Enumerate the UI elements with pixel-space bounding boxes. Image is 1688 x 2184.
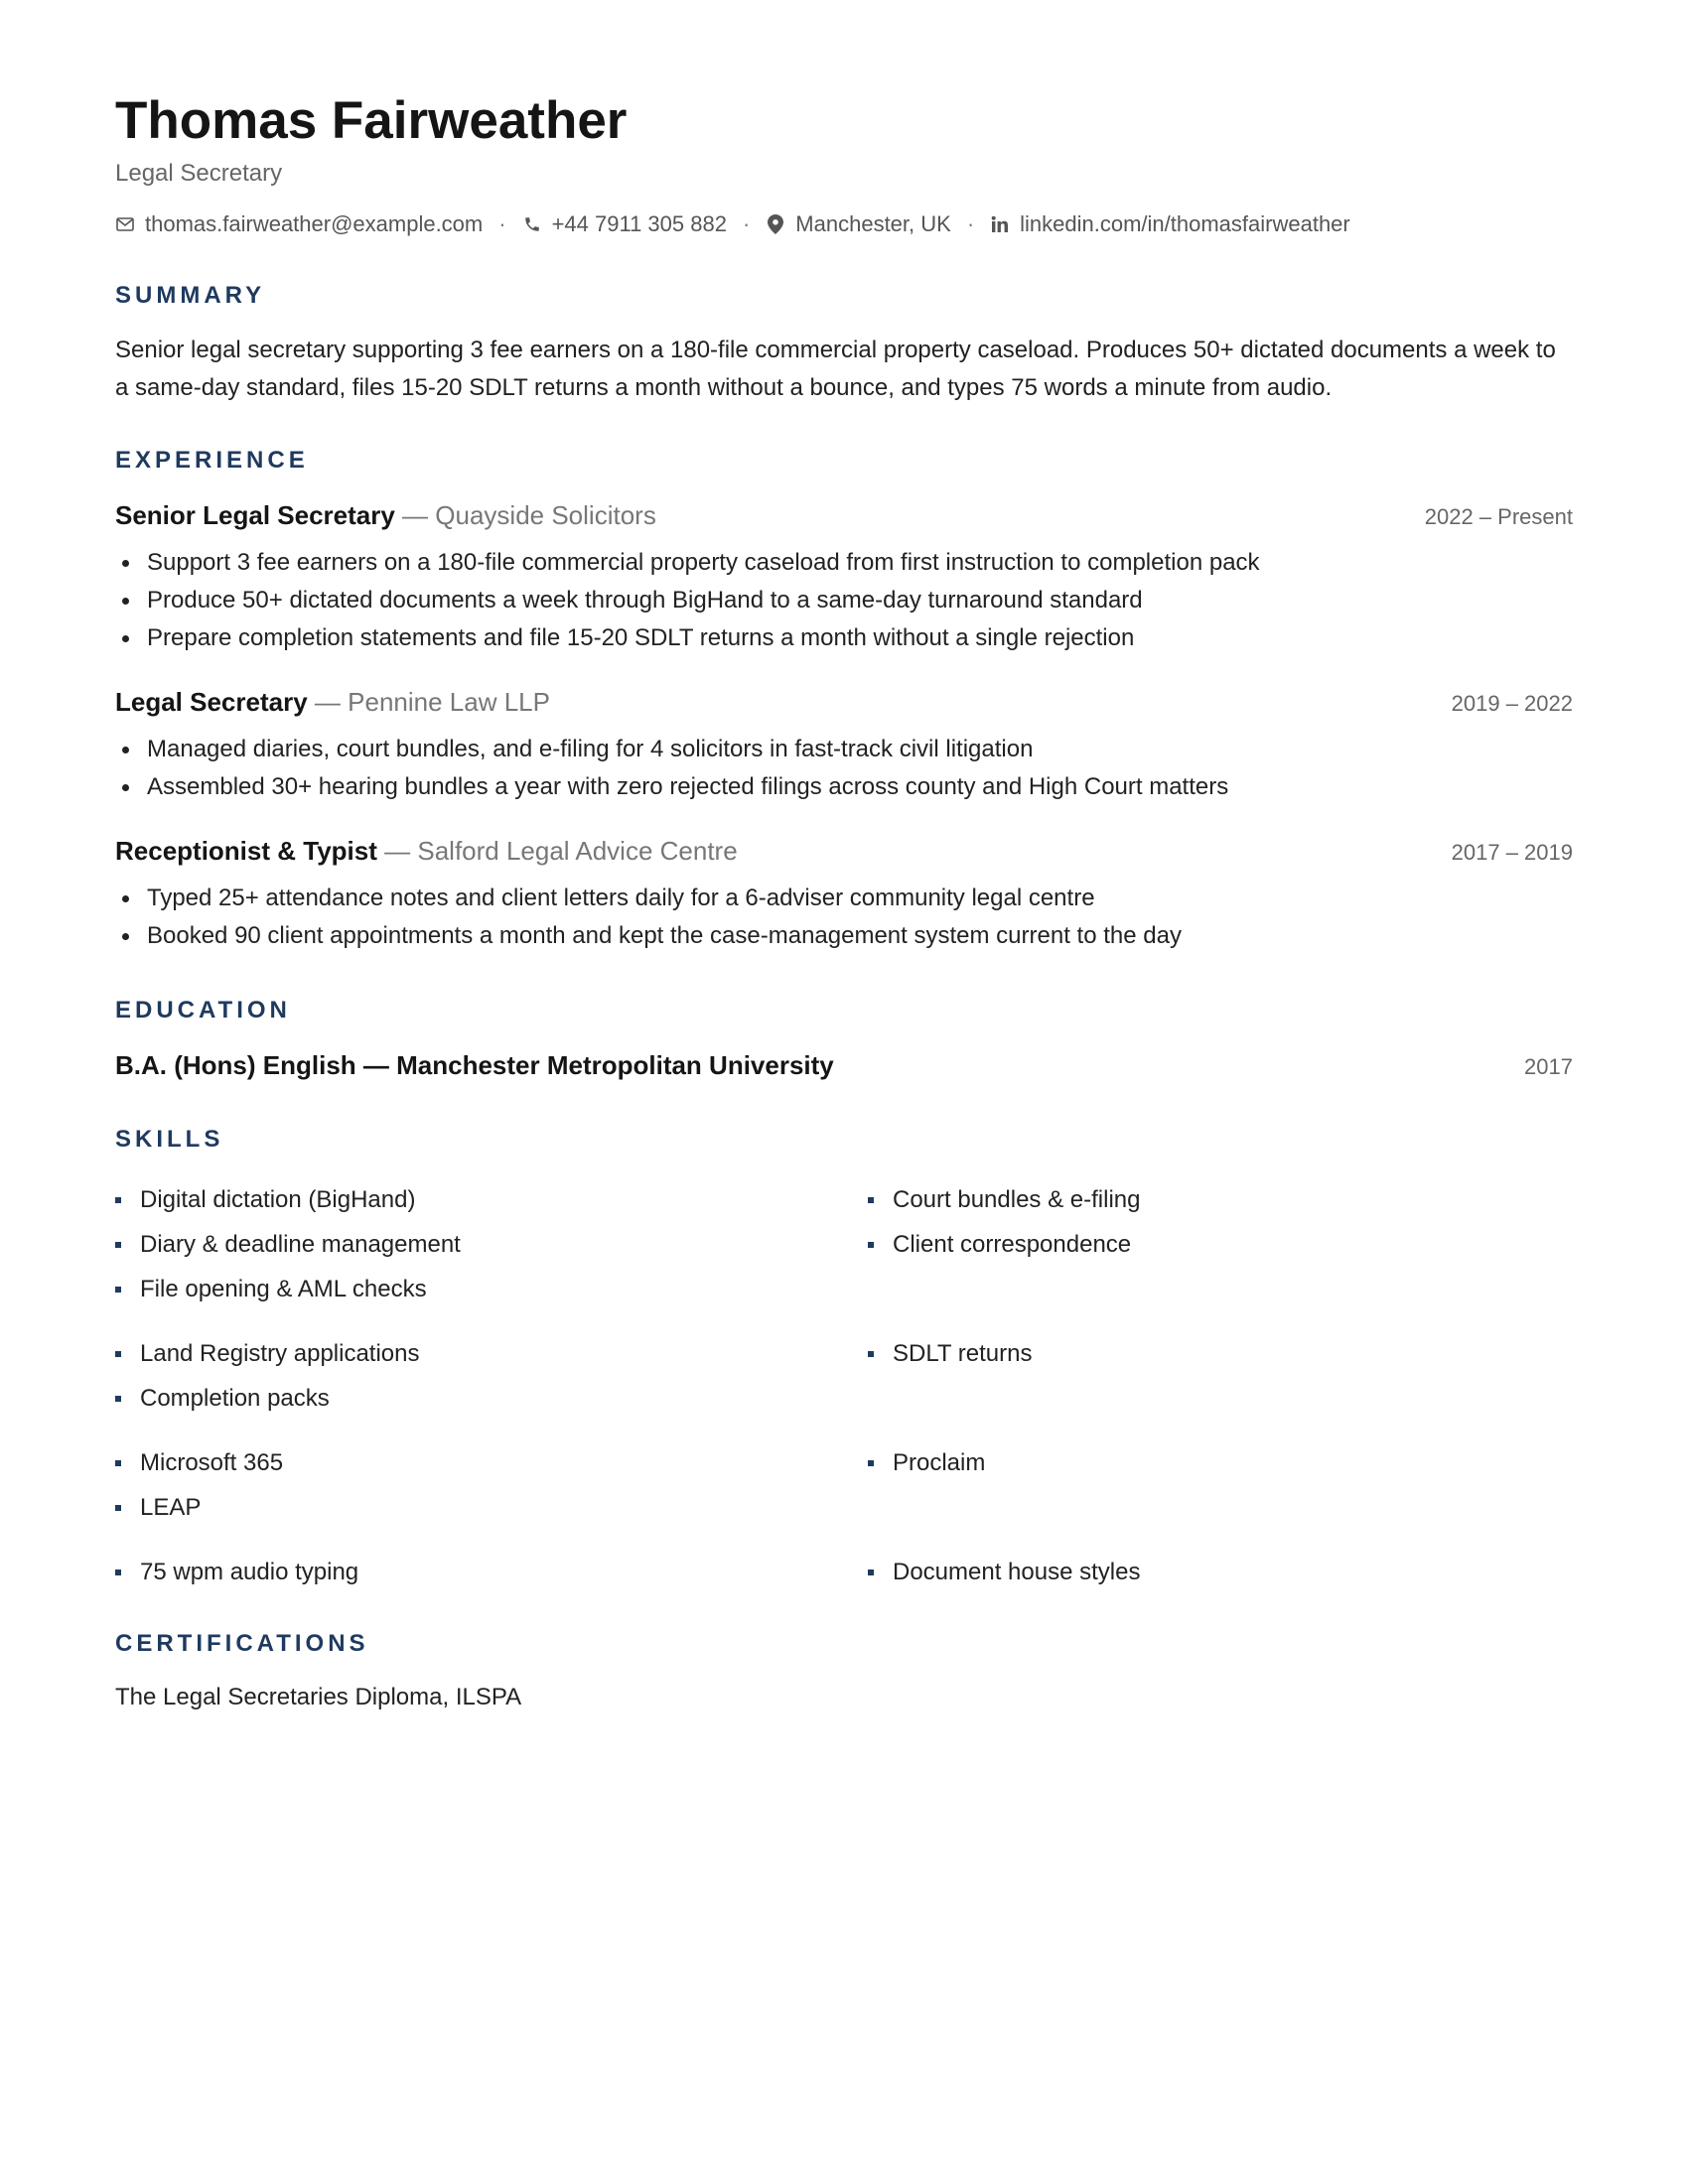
- job-entry: [115, 498, 1573, 657]
- phone-icon: [522, 214, 542, 234]
- job-bullet: Support 3 fee earners on a 180-file commercial property caseload from first instruction to completion pack: [115, 544, 1573, 582]
- job-bullet: Prepare completion statements and file 15-20 SDLT returns a month without a single rejection: [115, 619, 1573, 657]
- job-bullets: [115, 731, 1573, 806]
- skill-item: SDLT returns: [868, 1331, 1573, 1376]
- linkedin-text: linkedin.com/in/thomasfairweather: [1020, 211, 1350, 236]
- job-company: Salford Legal Advice Centre: [417, 836, 738, 866]
- job-dates: 2019 – 2022: [1451, 691, 1573, 716]
- contact-phone[interactable]: [522, 208, 727, 240]
- summary-text: Senior legal secretary supporting 3 fee earners on a 180-file commercial property caseload. Produces 50+ dictated documents a week to a same-day standard, files 15-20 SDLT returns a month without a bounce, and types 75 words a minute from audio.: [115, 337, 1556, 401]
- job-dates: 2022 – Present: [1424, 504, 1573, 529]
- skill-item: Digital dictation (BigHand): [115, 1177, 868, 1222]
- location-pin-icon: [766, 214, 785, 234]
- job-dash: —: [314, 687, 341, 717]
- job-company: Pennine Law LLP: [348, 687, 550, 717]
- contact-email[interactable]: [115, 208, 483, 240]
- email-text: thomas.fairweather@example.com: [145, 211, 484, 236]
- skill-item: 75 wpm audio typing: [115, 1550, 868, 1594]
- education-degree: B.A. (Hons) English — Manchester Metropolitan University: [115, 1050, 834, 1080]
- contact-separator: ·: [966, 211, 975, 236]
- job-dates: 2017 – 2019: [1451, 840, 1573, 865]
- contact-linkedin[interactable]: [990, 208, 1350, 240]
- job-entry: [115, 685, 1573, 806]
- skill-item: Proclaim: [868, 1440, 1573, 1485]
- job-role: Receptionist & Typist: [115, 836, 377, 866]
- job-bullets: [115, 880, 1573, 955]
- skill-item: Court bundles & e-filing: [868, 1177, 1573, 1222]
- skill-item: Microsoft 365: [115, 1440, 868, 1485]
- resume-page: [115, 87, 1573, 1715]
- skill-item: Client correspondence: [868, 1222, 1573, 1267]
- linkedin-icon: [990, 214, 1010, 234]
- skill-group: [115, 1331, 1573, 1421]
- mail-icon: [115, 214, 135, 234]
- skill-group: [115, 1550, 1573, 1594]
- skill-item: Document house styles: [868, 1550, 1573, 1594]
- section-title-certifications: CERTIFICATIONS: [115, 1630, 369, 1657]
- section-title-experience: EXPERIENCE: [115, 447, 309, 474]
- contact-separator: ·: [498, 211, 506, 236]
- job-bullet: Produce 50+ dictated documents a week through BigHand to a same-day turnaround standard: [115, 582, 1573, 619]
- certification-item: The Legal Secretaries Diploma, ILSPA: [115, 1684, 522, 1710]
- skill-item: LEAP: [115, 1485, 868, 1530]
- job-bullet: Assembled 30+ hearing bundles a year with zero rejected filings across county and High Court matters: [115, 768, 1573, 806]
- candidate-name: Thomas Fairweather: [115, 91, 628, 150]
- skills-list: [115, 1177, 1573, 1594]
- skill-item: Diary & deadline management: [115, 1222, 868, 1267]
- job-bullet: Booked 90 client appointments a month and kept the case-management system current to the day: [115, 917, 1573, 955]
- job-role: Legal Secretary: [115, 687, 308, 717]
- job-entry: [115, 834, 1573, 955]
- section-title-summary: SUMMARY: [115, 282, 266, 309]
- job-bullets: [115, 544, 1573, 657]
- job-dash: —: [402, 500, 429, 530]
- phone-text: +44 7911 305 882: [551, 211, 727, 236]
- job-bullet: Typed 25+ attendance notes and client letters daily for a 6-adviser community legal centre: [115, 880, 1573, 917]
- education-entry: [115, 1048, 1573, 1082]
- education-year: 2017: [1524, 1054, 1573, 1079]
- job-dash: —: [384, 836, 411, 866]
- candidate-role: Legal Secretary: [115, 160, 283, 187]
- contact-separator: ·: [742, 211, 751, 236]
- section-title-education: EDUCATION: [115, 997, 291, 1024]
- job-bullet: Managed diaries, court bundles, and e-filing for 4 solicitors in fast-track civil litigation: [115, 731, 1573, 768]
- section-title-skills: SKILLS: [115, 1126, 224, 1153]
- job-role: Senior Legal Secretary: [115, 500, 395, 530]
- contact-location: [766, 208, 951, 240]
- skill-item: File opening & AML checks: [115, 1267, 868, 1311]
- skill-group: [115, 1440, 1573, 1530]
- skill-item: Completion packs: [115, 1376, 868, 1421]
- contact-line: [115, 208, 1573, 240]
- location-text: Manchester, UK: [795, 211, 951, 236]
- skill-group: [115, 1177, 1573, 1311]
- job-company: Quayside Solicitors: [435, 500, 656, 530]
- skill-item: Land Registry applications: [115, 1331, 868, 1376]
